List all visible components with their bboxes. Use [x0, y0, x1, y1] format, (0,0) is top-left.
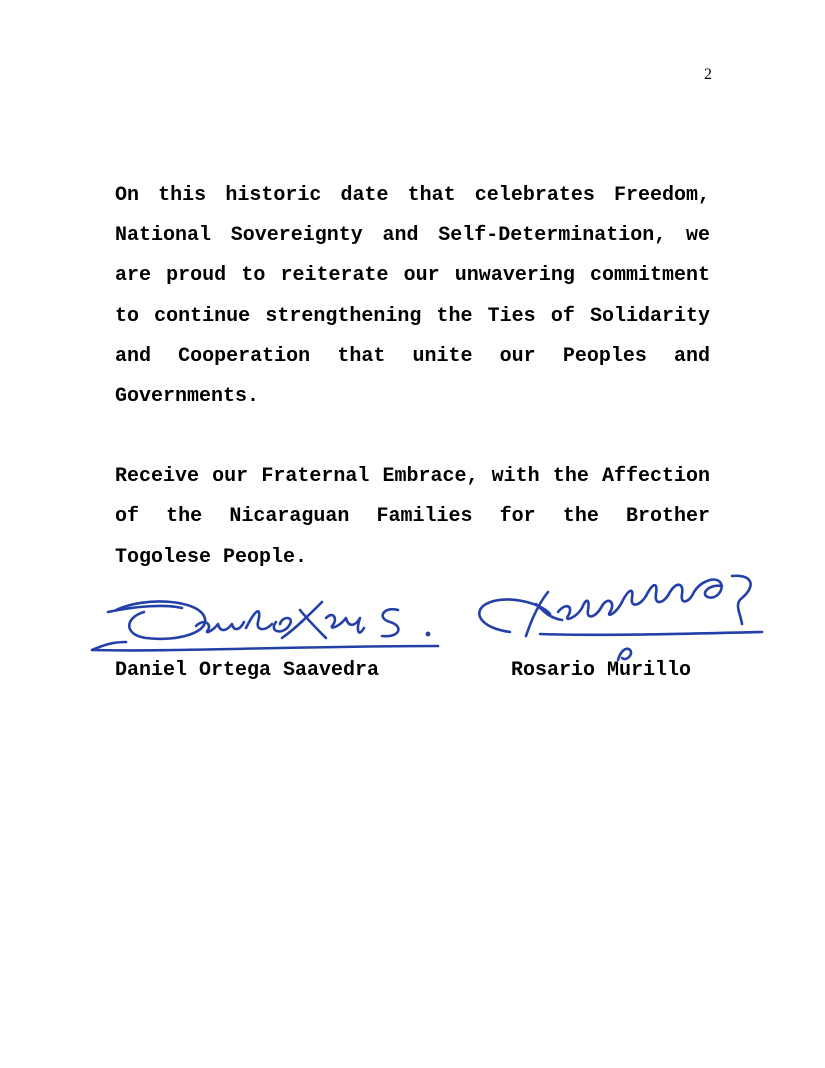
- signatory-name-daniel-ortega: Daniel Ortega Saavedra: [115, 659, 380, 682]
- letter-body: [115, 176, 710, 578]
- paragraph-freedom: On this historic date that celebrates Freedom, National Sovereignty and Self-Determination, we are proud to reiterate our unwavering commitment to continue strengthening the Ties of Solidarity and Cooperation that unite our Peoples and Governments.: [115, 184, 710, 409]
- page-number: 2: [704, 66, 712, 83]
- paragraph-fraternal-embrace: Receive our Fraternal Embrace, with the Affection of the Nicaraguan Families for the Brother Togolese People.: [115, 465, 710, 569]
- signatory-name-rosario-murillo: Rosario Murillo: [511, 659, 692, 682]
- signature-daniel-ortega: [86, 588, 446, 664]
